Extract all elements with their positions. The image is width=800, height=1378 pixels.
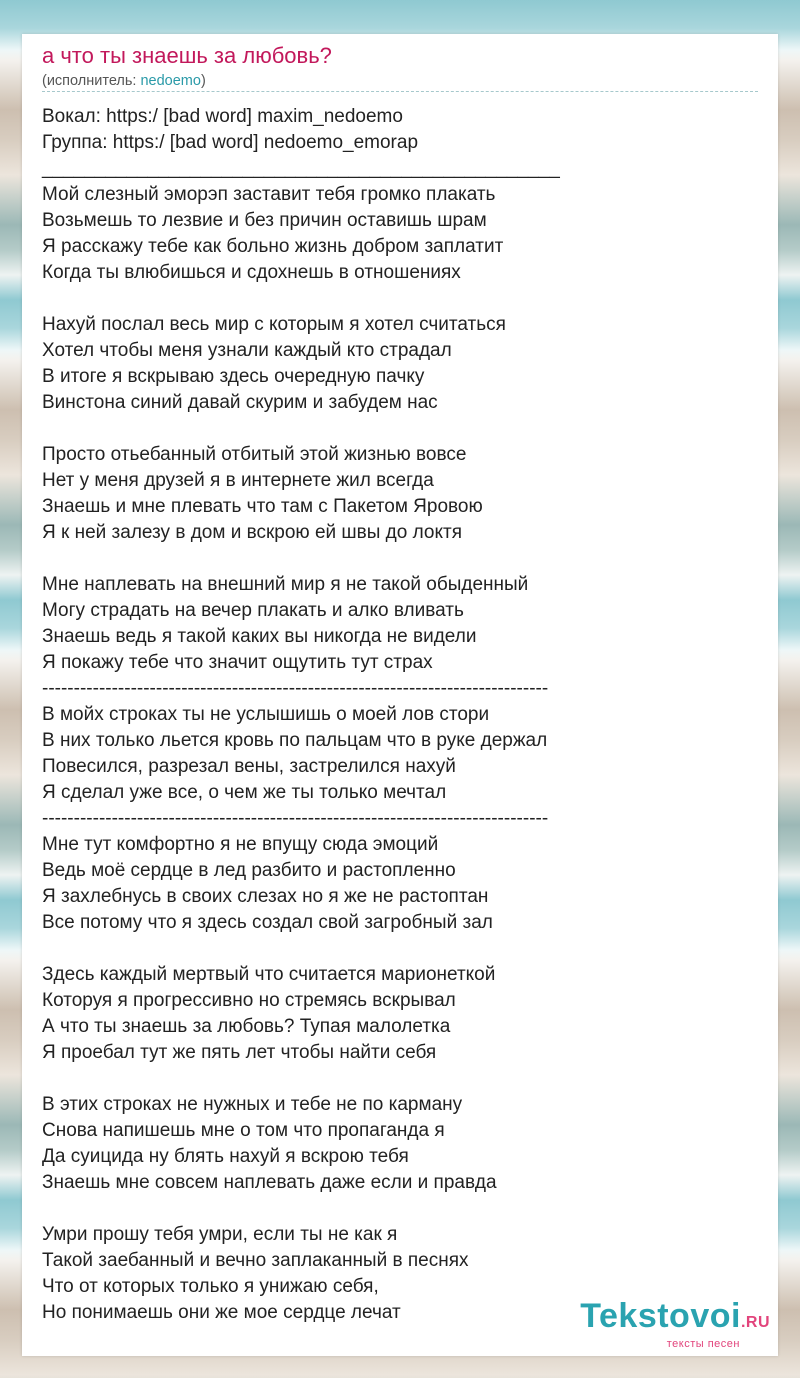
lyric-line: Снова напишешь мне о том что пропаганда я — [42, 1120, 445, 1141]
lyric-line: Да суицида ну блять нахуй я вскрою тебя — [42, 1146, 409, 1167]
lyric-line: Я к ней залезу в дом и вскрою ей швы до локтя — [42, 522, 462, 543]
lyric-line: Здесь каждый мертвый что считается марионеткой — [42, 964, 496, 985]
lyric-line: Когда ты влюбишься и сдохнешь в отношениях — [42, 262, 461, 283]
lyric-line: В мойх строках ты не услышишь о моей лов стори — [42, 704, 490, 725]
site-logo[interactable] — [580, 1299, 770, 1350]
artist-suffix: ) — [200, 73, 206, 89]
lyric-line: Ведь моё сердце в лед разбито и растопленно — [42, 860, 456, 881]
lyric-line: В них только льется кровь по пальцам что в руке держал — [42, 730, 548, 751]
lyric-line — [42, 546, 560, 572]
lyric-line: Нахуй послал весь мир с которым я хотел считаться — [42, 314, 506, 335]
lyric-line — [42, 416, 560, 442]
logo-name: Tekstovoi — [580, 1297, 741, 1335]
lyric-line — [42, 1196, 560, 1222]
lyric-line: Мне тут комфортно я не впущу сюда эмоций — [42, 834, 439, 855]
lyric-line: Группа: https:/ [bad word] nedoemo_emorap — [42, 132, 419, 153]
lyric-line: Возьмешь то лезвие и без причин оставишь шрам — [42, 210, 487, 231]
artist-link[interactable]: nedoemo — [140, 73, 201, 89]
lyrics-text — [42, 104, 560, 1326]
artist-line — [42, 73, 758, 92]
lyric-line: Умри прошу тебя умри, если ты не как я — [42, 1224, 398, 1245]
lyric-line: Я покажу тебе что значит ощутить тут страх — [42, 652, 433, 673]
artist-prefix: (исполнитель: — [42, 73, 141, 89]
lyrics-card — [22, 34, 778, 1356]
lyric-line: В итоге я вскрываю здесь очередную пачку — [42, 366, 425, 387]
lyric-line: Мне наплевать на внешний мир я не такой обыденный — [42, 574, 529, 595]
lyric-line: Хотел чтобы меня узнали каждый кто страдал — [42, 340, 452, 361]
lyric-line — [42, 936, 560, 962]
lyric-line — [42, 1066, 560, 1092]
lyric-line: -------------------------------------------------------------------------------- — [42, 808, 549, 829]
lyric-line: -------------------------------------------------------------------------------- — [42, 678, 549, 699]
lyric-line: Нет у меня друзей я в интернете жил всегда — [42, 470, 434, 491]
lyric-line: Винстона синий давай скурим и забудем нас — [42, 392, 438, 413]
lyric-line: А что ты знаешь за любовь? Тупая малолетка — [42, 1016, 451, 1037]
lyric-line: Я расскажу тебе как больно жизнь добром заплатит — [42, 236, 504, 257]
lyric-line: Что от которых только я унижаю себя, — [42, 1276, 379, 1297]
lyric-line: Знаешь ведь я такой каких вы никогда не видели — [42, 626, 477, 647]
lyric-line: Мой слезный эморэп заставит тебя громко плакать — [42, 184, 496, 205]
lyric-line: Просто отьебанный отбитый этой жизнью вовсе — [42, 444, 467, 465]
lyric-line: Знаешь и мне плевать что там с Пакетом Яровою — [42, 496, 483, 517]
lyric-line: Знаешь мне совсем наплевать даже если и правда — [42, 1172, 497, 1193]
lyric-line: _________________________________________________ — [42, 158, 560, 179]
lyric-line — [42, 286, 560, 312]
lyric-line: Все потому что я здесь создал свой загробный зал — [42, 912, 493, 933]
lyric-line: Такой заебанный и вечно заплаканный в песнях — [42, 1250, 469, 1271]
lyric-line: Но понимаешь они же мое сердце лечат — [42, 1302, 401, 1323]
lyric-line: В этих строках не нужных и тебе не по карману — [42, 1094, 463, 1115]
lyric-line: Которуя я прогрессивно но стремясь вскрывал — [42, 990, 456, 1011]
logo-tld: .RU — [740, 1314, 770, 1331]
lyric-line: Могу страдать на вечер плакать и алко вливать — [42, 600, 464, 621]
logo-tagline: тексты песен — [666, 1338, 740, 1350]
lyric-line: Я сделал уже все, о чем же ты только мечтал — [42, 782, 447, 803]
lyric-line: Вокал: https:/ [bad word] maxim_nedoemo — [42, 106, 403, 127]
lyric-line: Я проебал тут же пять лет чтобы найти себя — [42, 1042, 437, 1063]
song-title: а что ты знаешь за любовь? — [42, 43, 332, 68]
lyric-line: Я захлебнусь в своих слезах но я же не растоптан — [42, 886, 489, 907]
lyric-line: Повесился, разрезал вены, застрелился нахуй — [42, 756, 456, 777]
